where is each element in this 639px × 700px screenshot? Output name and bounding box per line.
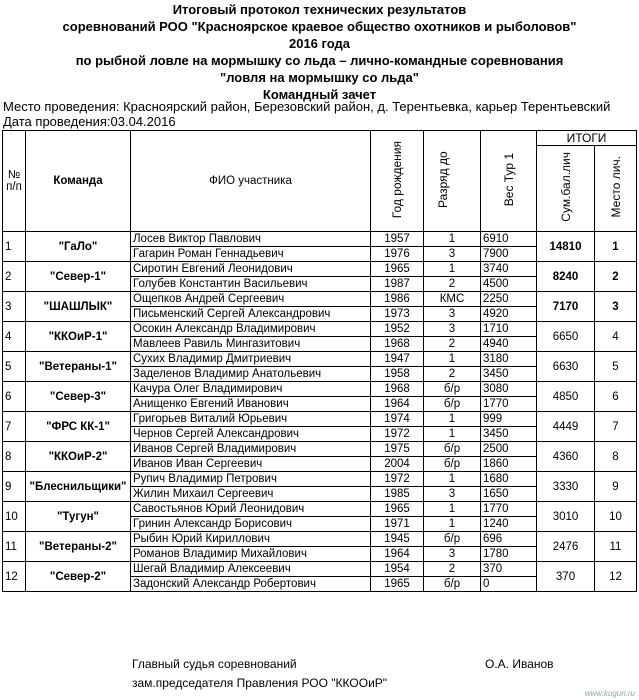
rank: 2 [424,562,481,577]
header-line-6: Командный зачет [262,87,377,102]
team-number: 3 [3,292,26,322]
team-place: 7 [595,412,637,442]
footer [132,655,387,693]
results-body [3,232,637,592]
birth-year: 1965 [371,262,424,277]
weight: 696 [481,532,537,547]
table-row [3,532,637,547]
rank: 1 [424,262,481,277]
rank: КМС [424,292,481,307]
weight: 4500 [481,277,537,292]
weight: 1650 [481,487,537,502]
weight: 4920 [481,307,537,322]
team-place: 8 [595,442,637,472]
birth-year: 1968 [371,337,424,352]
birth-year: 1972 [371,472,424,487]
team-name: "ККОиР-1" [26,322,131,352]
weight: 0 [481,577,537,592]
weight: 2500 [481,442,537,457]
birth-year: 1952 [371,322,424,337]
team-name: "Тугун" [26,502,131,532]
participant-name: Савостьянов Юрий Леонидович [131,502,371,517]
team-name: "Ветераны-2" [26,532,131,562]
rank: 3 [424,547,481,562]
team-sum: 7170 [537,292,595,322]
birth-year: 1958 [371,367,424,382]
team-place: 6 [595,382,637,412]
team-sum: 6650 [537,322,595,352]
weight: 6910 [481,232,537,247]
participant-name: Жилин Михаил Сергеевич [131,487,371,502]
participant-name: Анищенко Евгений Иванович [131,397,371,412]
weight: 7900 [481,247,537,262]
team-sum: 6630 [537,352,595,382]
header-line-3: 2016 года [288,36,351,51]
participant-name: Задонский Александр Робертович [131,577,371,592]
protocol-header [0,1,639,103]
birth-year: 1987 [371,277,424,292]
col-header-sum: Сум.бал.лич [537,146,595,232]
rank: 1 [424,352,481,367]
table-row [3,262,637,277]
weight: 3180 [481,352,537,367]
team-number: 9 [3,472,26,502]
rank: б/р [424,442,481,457]
rank: 1 [424,472,481,487]
team-sum: 8240 [537,262,595,292]
birth-year: 1965 [371,577,424,592]
team-name: "ШАШЛЫК" [26,292,131,322]
team-name: "Север-3" [26,382,131,412]
team-name: "Ветераны-1" [26,352,131,382]
birth-year: 1972 [371,427,424,442]
birth-year: 1973 [371,307,424,322]
team-place: 4 [595,322,637,352]
team-place: 9 [595,472,637,502]
participant-name: Сиротин Евгений Леонидович [131,262,371,277]
weight: 1710 [481,322,537,337]
participant-name: Ощепков Андрей Сергеевич [131,292,371,307]
team-place: 3 [595,292,637,322]
team-number: 4 [3,322,26,352]
rank: б/р [424,382,481,397]
participant-name: Романов Владимир Михайлович [131,547,371,562]
team-number: 2 [3,262,26,292]
weight: 3740 [481,262,537,277]
team-number: 8 [3,442,26,472]
weight: 3080 [481,382,537,397]
team-place: 10 [595,502,637,532]
weight: 3450 [481,427,537,442]
birth-year: 1947 [371,352,424,367]
table-row [3,352,637,367]
team-place: 11 [595,532,637,562]
participant-name: Гринин Александр Борисович [131,517,371,532]
birth-year: 2004 [371,457,424,472]
team-sum: 4360 [537,442,595,472]
team-sum: 2476 [537,532,595,562]
participant-name: Лосев Виктор Павлович [131,232,371,247]
weight: 3450 [481,367,537,382]
rank: 3 [424,307,481,322]
rank: 1 [424,502,481,517]
birth-year: 1985 [371,487,424,502]
header-line-1: Итоговый протокол технических результатов [172,2,467,17]
col-header-weight: Вес Тур 1 [481,131,537,232]
weight: 2250 [481,292,537,307]
col-header-year: Год рождения [371,131,424,232]
deputy-label: зам.председателя Правления РОО "ККООиР" [132,676,388,690]
participant-name: Рыбин Юрий Кириллович [131,532,371,547]
rank: 2 [424,337,481,352]
weight: 370 [481,562,537,577]
weight: 1780 [481,547,537,562]
team-name: "Блеснильщики" [26,472,131,502]
table-row [3,232,637,247]
team-number: 10 [3,502,26,532]
participant-name: Мавлеев Равиль Мингазитович [131,337,371,352]
rank: 1 [424,412,481,427]
table-row [3,412,637,427]
participant-name: Гагарин Роман Геннадьевич [131,247,371,262]
participant-name: Сухих Владимир Дмитриевич [131,352,371,367]
team-name: "ФРС КК-1" [26,412,131,442]
participant-name: Григорьев Виталий Юрьевич [131,412,371,427]
col-header-number: № п/п [3,131,26,232]
team-number: 12 [3,562,26,592]
team-sum: 370 [537,562,595,592]
weight: 4940 [481,337,537,352]
participant-name: Качура Олег Владимирович [131,382,371,397]
results-table [2,130,637,592]
col-header-totals: ИТОГИ [537,131,637,146]
rank: 1 [424,232,481,247]
weight: 1770 [481,502,537,517]
participant-name: Осокин Александр Владимирович [131,322,371,337]
participant-name: Иванов Иван Сергеевич [131,457,371,472]
birth-year: 1968 [371,382,424,397]
rank: 2 [424,367,481,382]
weight: 999 [481,412,537,427]
participant-name: Письменский Сергей Александрович [131,307,371,322]
birth-year: 1957 [371,232,424,247]
weight: 1860 [481,457,537,472]
rank: б/р [424,397,481,412]
event-place: Место проведения: Красноярский район, Березовский район, д. Терентьевка, карьер Терентьевский [3,99,611,114]
rank: б/р [424,457,481,472]
team-number: 5 [3,352,26,382]
rank: 2 [424,277,481,292]
birth-year: 1986 [371,292,424,307]
header-line-2: соревнований РОО "Красноярское краевое общество охотников и рыболовов" [62,19,577,34]
table-row [3,442,637,457]
team-sum: 4449 [537,412,595,442]
table-row [3,322,637,337]
team-sum: 3330 [537,472,595,502]
table-row [3,562,637,577]
birth-year: 1974 [371,412,424,427]
team-number: 6 [3,382,26,412]
table-row [3,382,637,397]
table-row [3,292,637,307]
participant-name: Голубев Константин Васильевич [131,277,371,292]
team-name: "Север-2" [26,562,131,592]
watermark: www.kugun.ru [584,689,635,698]
rank: 3 [424,487,481,502]
birth-year: 1954 [371,562,424,577]
col-header-place: Место лич. [595,146,637,232]
team-place: 5 [595,352,637,382]
weight: 1240 [481,517,537,532]
header-line-5: "ловля на мормышку со льда" [220,70,419,85]
birth-year: 1964 [371,547,424,562]
rank: 1 [424,517,481,532]
team-number: 1 [3,232,26,262]
birth-year: 1965 [371,502,424,517]
team-place: 1 [595,232,637,262]
team-place: 2 [595,262,637,292]
team-name: "Север-1" [26,262,131,292]
participant-name: Шегай Владимир Алексеевич [131,562,371,577]
birth-year: 1945 [371,532,424,547]
header-line-4: по рыбной ловле на мормышку со льда – лично-командные соревнования [75,53,564,68]
participant-name: Рупич Владимир Петрович [131,472,371,487]
team-name: "ГаЛо" [26,232,131,262]
participant-name: Чернов Сергей Александрович [131,427,371,442]
team-sum: 4850 [537,382,595,412]
rank: 3 [424,247,481,262]
team-number: 7 [3,412,26,442]
judge-label: Главный судья соревнований [132,657,297,671]
birth-year: 1975 [371,442,424,457]
rank: б/р [424,577,481,592]
birth-year: 1964 [371,397,424,412]
rank: б/р [424,532,481,547]
rank: 1 [424,427,481,442]
rank: 3 [424,322,481,337]
table-row [3,472,637,487]
birth-year: 1976 [371,247,424,262]
weight: 1770 [481,397,537,412]
col-header-team: Команда [26,131,131,232]
table-row [3,502,637,517]
col-header-name: ФИО участника [131,131,371,232]
participant-name: Иванов Сергей Владимирович [131,442,371,457]
judge-name: О.А. Иванов [485,657,554,671]
birth-year: 1971 [371,517,424,532]
team-sum: 14810 [537,232,595,262]
team-place: 12 [595,562,637,592]
team-sum: 3010 [537,502,595,532]
col-header-rank: Разряд до [424,131,481,232]
weight: 1680 [481,472,537,487]
event-date: Дата проведения:03.04.2016 [3,114,176,129]
team-name: "ККОиР-2" [26,442,131,472]
participant-name: Заделенов Владимир Анатольевич [131,367,371,382]
team-number: 11 [3,532,26,562]
